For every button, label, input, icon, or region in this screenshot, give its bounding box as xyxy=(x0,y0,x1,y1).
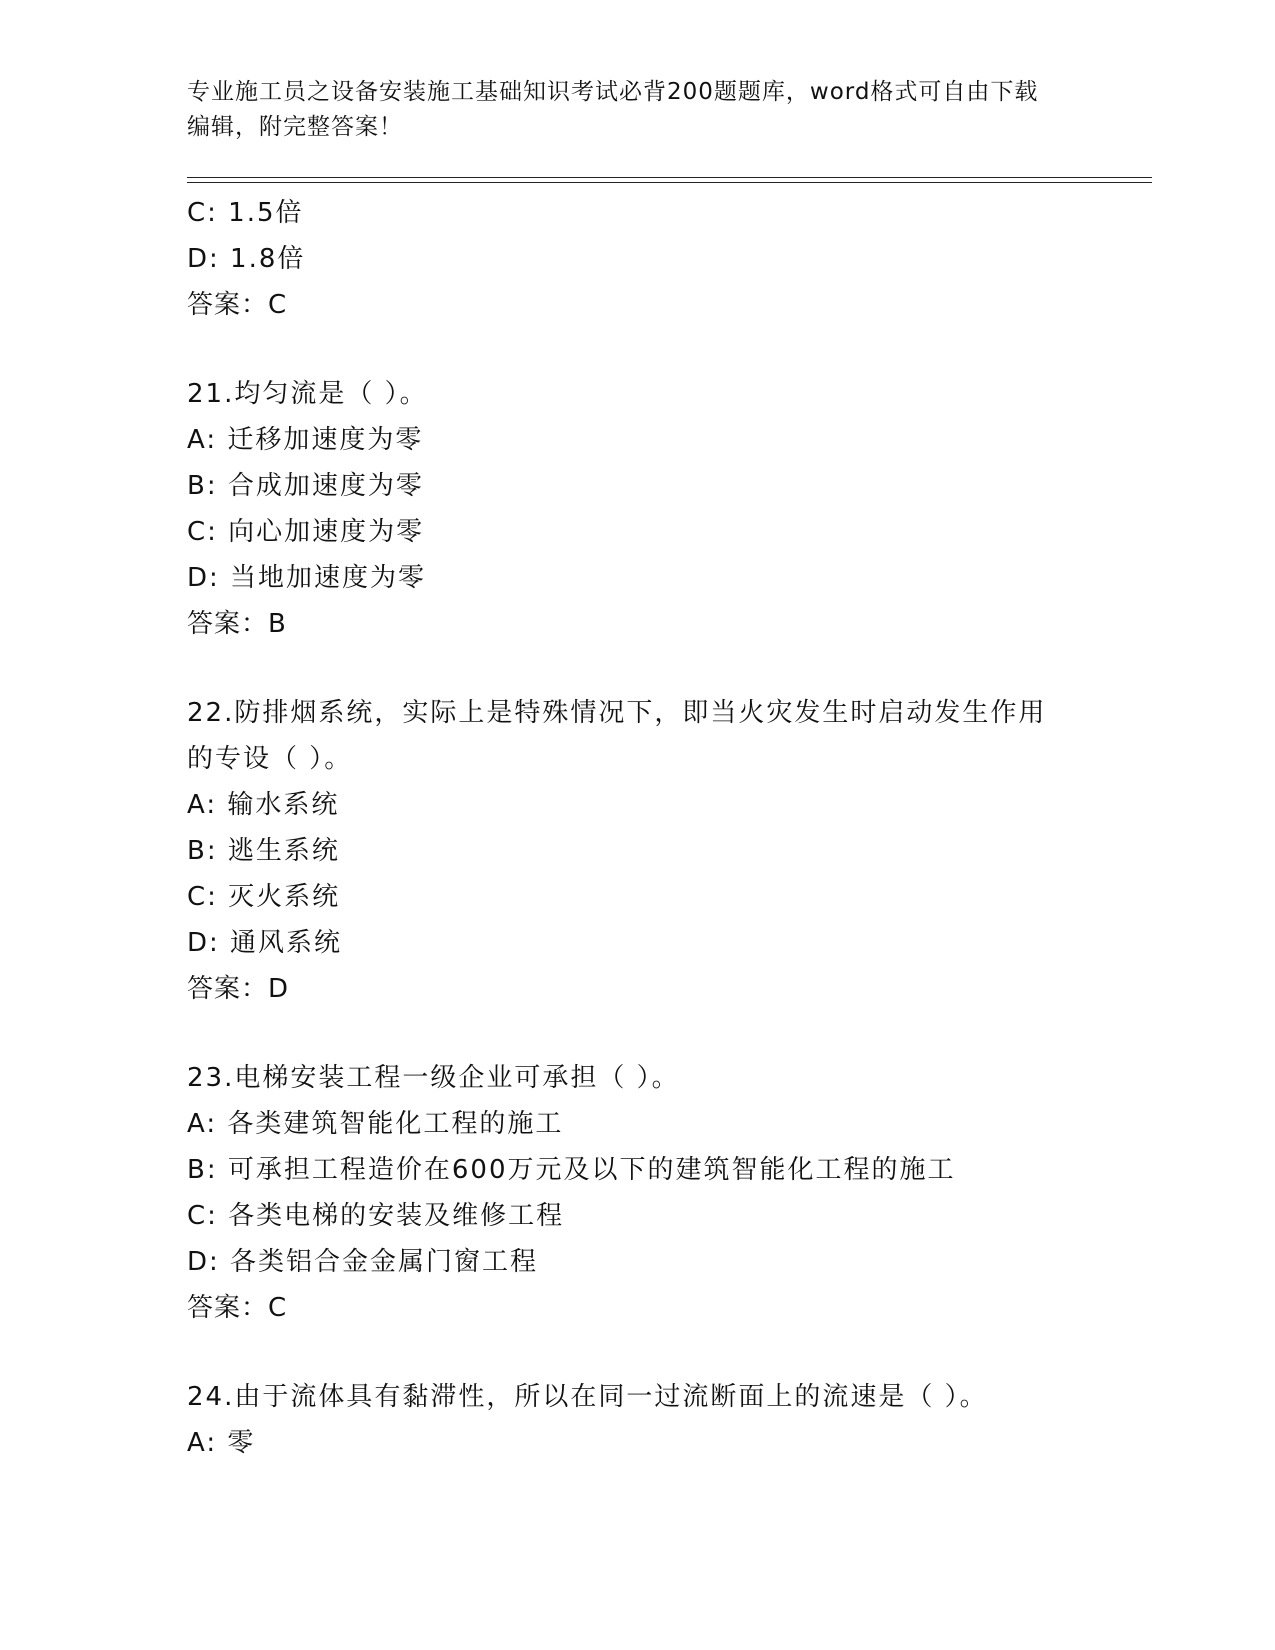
answer-line: 答案：B xyxy=(187,609,287,639)
spacer xyxy=(187,1012,1147,1055)
option-a: A: 零 xyxy=(187,1428,256,1458)
question-23 xyxy=(187,1055,1147,1331)
document-header xyxy=(187,75,1077,145)
header-divider-top xyxy=(187,177,1152,178)
spacer xyxy=(187,647,1147,690)
option-c: C: 灭火系统 xyxy=(187,882,341,912)
option-c: C: 1.5倍 xyxy=(187,198,304,228)
option-a: A: 输水系统 xyxy=(187,790,340,820)
question-stem-line-2: 的专设（ ）。 xyxy=(187,744,353,774)
option-a: A: 迁移加速度为零 xyxy=(187,425,424,455)
option-d: D: 各类铝合金金属门窗工程 xyxy=(187,1247,539,1277)
spacer xyxy=(187,328,1147,371)
question-content xyxy=(187,190,1147,1466)
answer-line: 答案：D xyxy=(187,974,290,1004)
option-d: D: 当地加速度为零 xyxy=(187,563,427,593)
question-22 xyxy=(187,690,1147,1012)
option-b: B: 可承担工程造价在600万元及以下的建筑智能化工程的施工 xyxy=(187,1155,956,1185)
question-20-tail xyxy=(187,190,1147,328)
header-divider-bottom xyxy=(187,182,1152,183)
option-d: D: 1.8倍 xyxy=(187,244,306,274)
question-stem: 23.电梯安装工程一级企业可承担（ ）。 xyxy=(187,1063,680,1093)
option-c: C: 各类电梯的安装及维修工程 xyxy=(187,1201,565,1231)
option-b: B: 合成加速度为零 xyxy=(187,471,424,501)
option-d: D: 通风系统 xyxy=(187,928,343,958)
spacer xyxy=(187,1331,1147,1374)
question-21 xyxy=(187,371,1147,647)
header-line-1: 专业施工员之设备安装施工基础知识考试必背200题题库，word格式可自由下载 xyxy=(187,79,1039,105)
question-stem-line-1: 22.防排烟系统，实际上是特殊情况下，即当火灾发生时启动发生作用 xyxy=(187,698,1047,728)
option-a: A: 各类建筑智能化工程的施工 xyxy=(187,1109,564,1139)
answer-line: 答案：C xyxy=(187,290,288,320)
question-stem: 24.由于流体具有黏滞性，所以在同一过流断面上的流速是（ ）。 xyxy=(187,1382,988,1412)
header-line-2: 编辑，附完整答案！ xyxy=(187,114,403,140)
option-b: B: 逃生系统 xyxy=(187,836,340,866)
question-stem: 21.均匀流是（ ）。 xyxy=(187,379,428,409)
question-24 xyxy=(187,1374,1147,1466)
option-c: C: 向心加速度为零 xyxy=(187,517,425,547)
answer-line: 答案：C xyxy=(187,1293,288,1323)
